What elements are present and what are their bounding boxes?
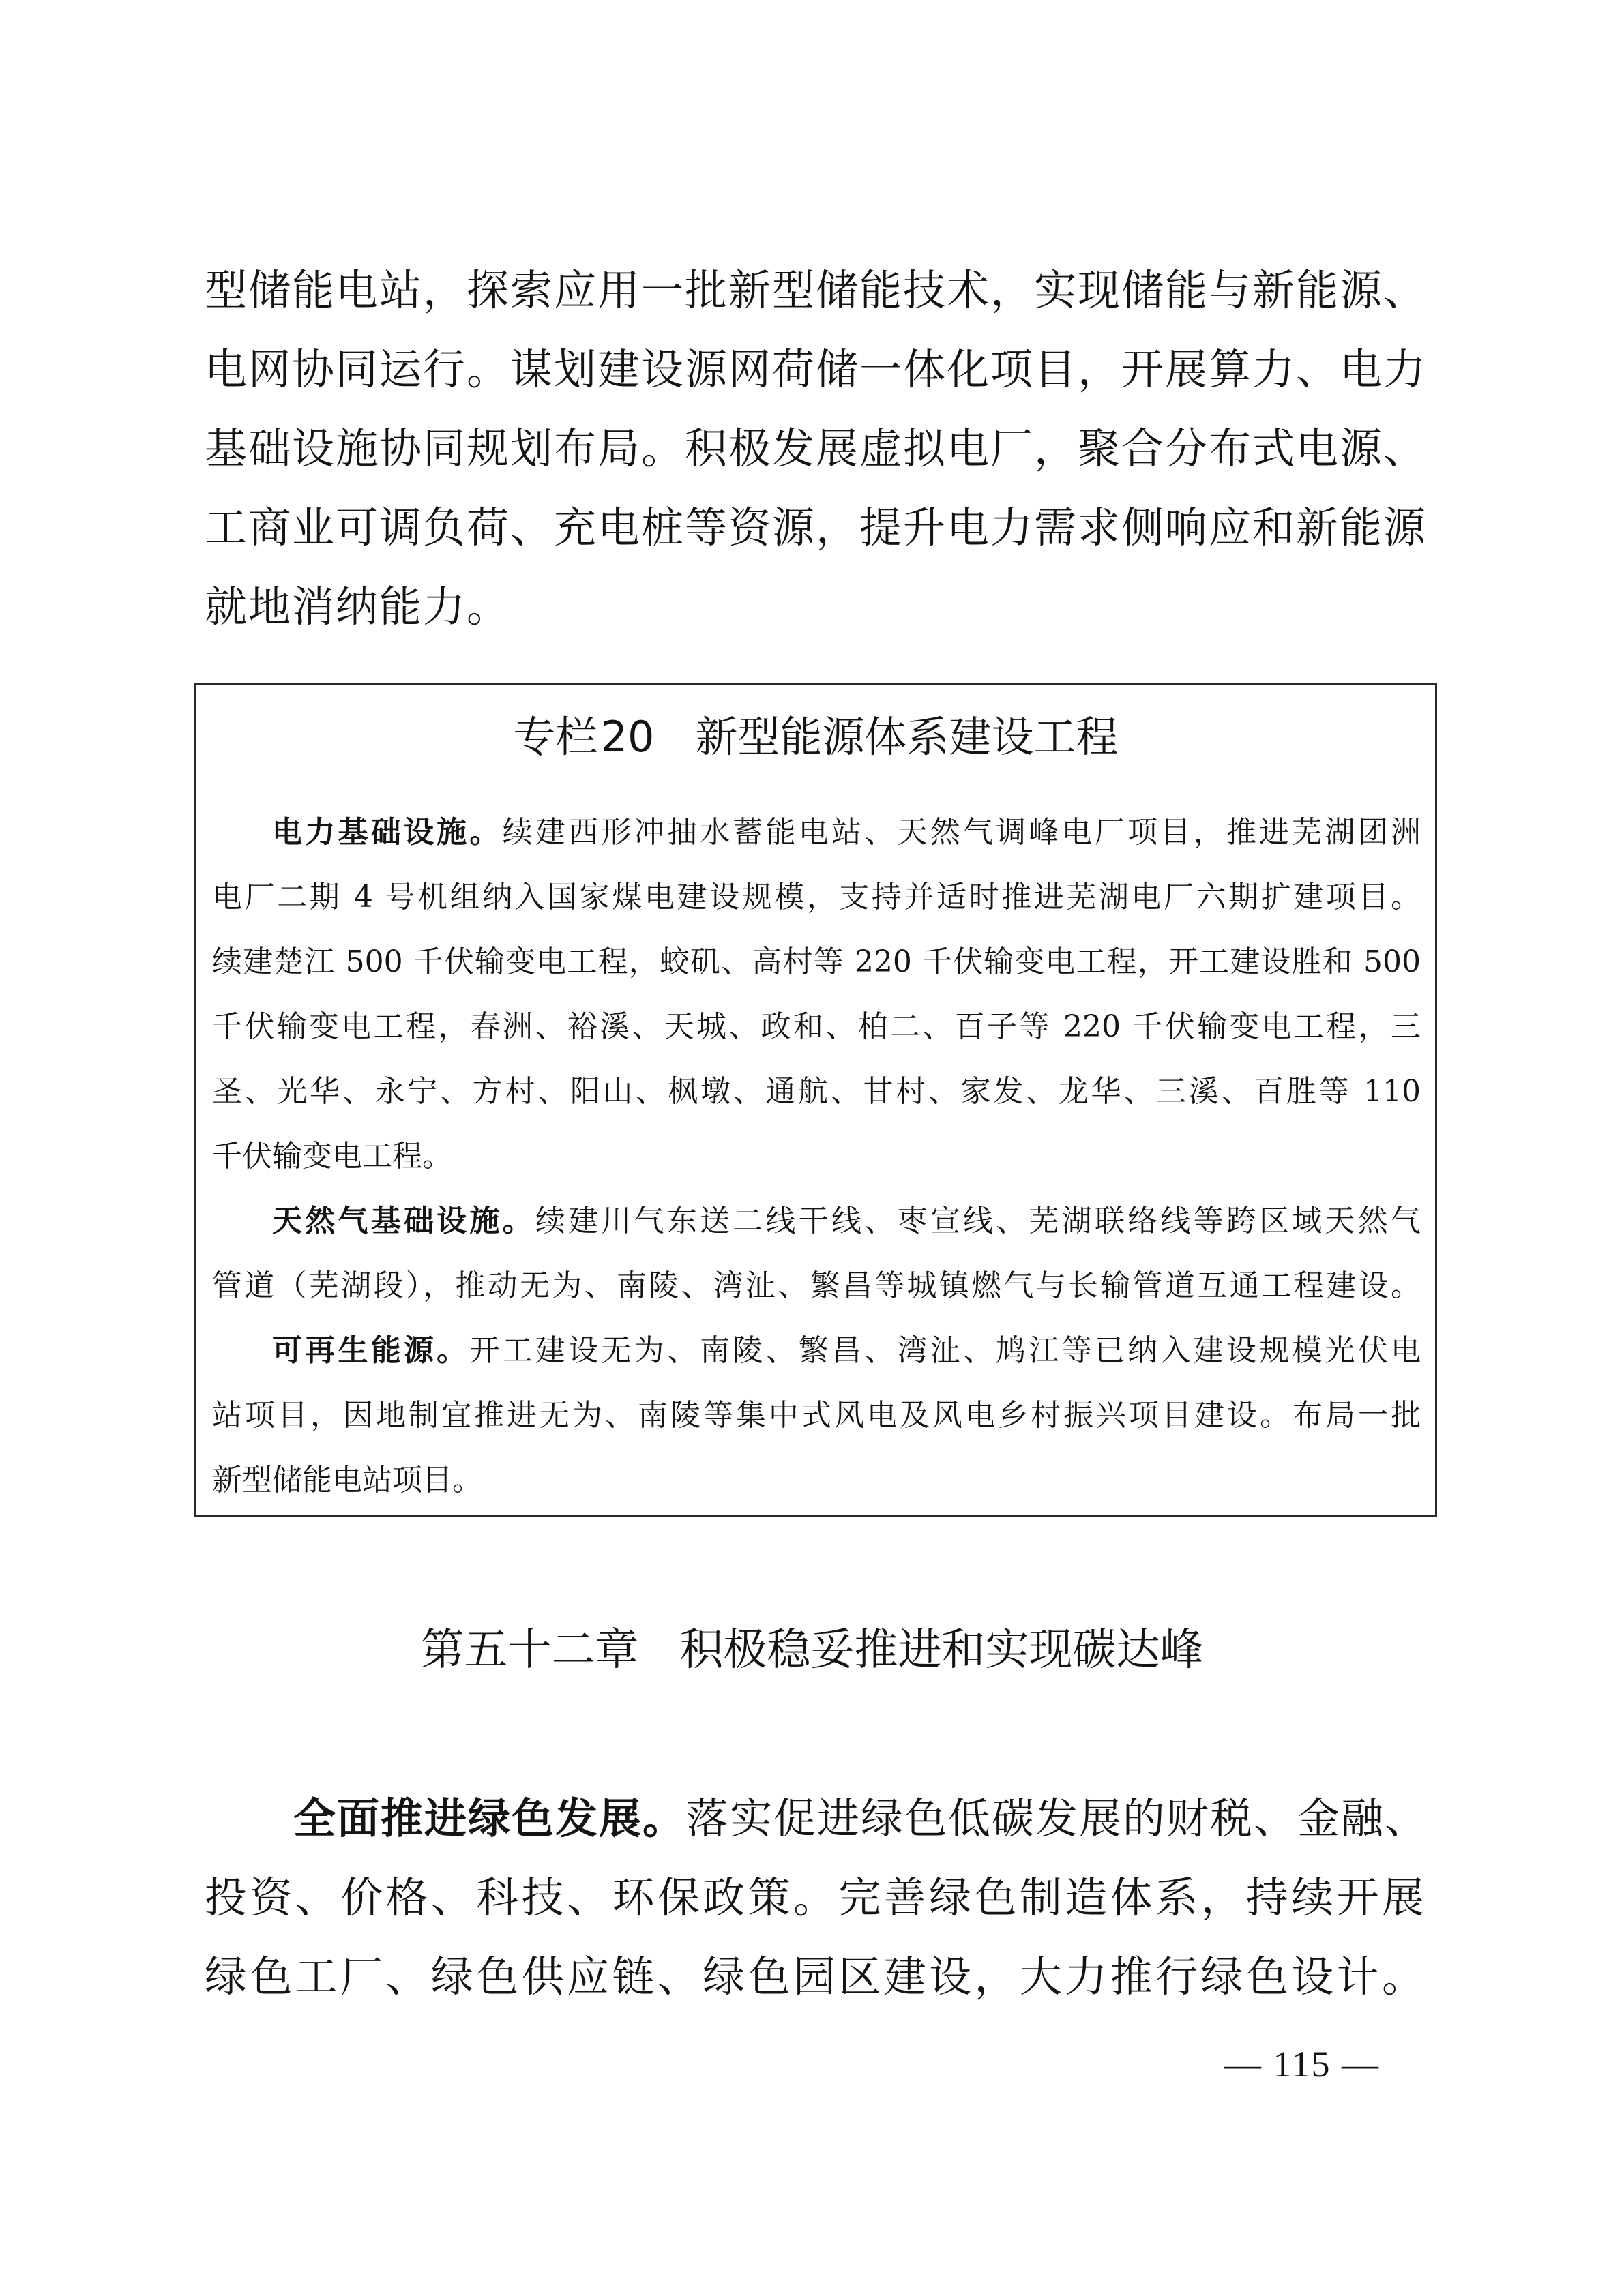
section-heading: 可再生能源。 [272, 1333, 470, 1368]
box-line [212, 800, 1421, 865]
section-heading: 电力基础设施。 [272, 815, 503, 850]
chapter-title: 积极稳妥推进和实现碳达峰 [679, 1625, 1204, 1675]
paragraph-line: 就地消纳能力。 [205, 582, 511, 631]
box-line: 圣、光华、永宁、方村、阳山、枫墩、通航、甘村、家发、龙华、三溪、百胜等 110 [212, 1074, 1421, 1109]
box-line: 千伏输变电工程。 [212, 1139, 452, 1174]
section-text: 续建川气东送二线干线、枣宣线、芜湖联络线等跨区域天然气 [535, 1204, 1421, 1238]
paragraph-line [205, 1779, 1429, 1858]
box-line: 电厂二期 4 号机组纳入国家煤电建设规模，支持并适时推进芜湖电厂六期扩建项目。 [212, 880, 1421, 914]
box-title-text: 新型能源体系建设工程 [695, 712, 1119, 762]
top-paragraph [205, 251, 1426, 646]
paragraph-line: 绿色工厂、绿色供应链、绿色园区建设，大力推行绿色设计。 [205, 1952, 1426, 2001]
paragraph-text: 落实促进绿色低碳发展的财税、金融、 [686, 1793, 1429, 1843]
section-heading: 天然气基础设施。 [272, 1204, 535, 1238]
box-line [212, 1318, 1421, 1383]
box-line: 续建楚江 500 千伏输变电工程，蛟矶、高村等 220 千伏输变电工程，开工建设胜和 500 [212, 944, 1421, 979]
box-line [212, 1189, 1421, 1253]
box-line: 站项目，因地制宜推进无为、南陵等集中式风电及风电乡村振兴项目建设。布局一批 [212, 1398, 1421, 1433]
box-title-number: 20 [600, 712, 655, 762]
box-line: 新型储能电站项目。 [212, 1463, 482, 1497]
bottom-paragraph [205, 1779, 1429, 2016]
paragraph-line: 电网协同运行。谋划建设源网荷储一体化项目，开展算力、电力 [205, 344, 1428, 394]
section-text: 开工建设无为、南陵、繁昌、湾沚、鸠江等已纳入建设规模光伏电 [469, 1333, 1421, 1368]
special-column-box [194, 683, 1437, 1517]
paragraph-line: 投资、价格、科技、环保政策。完善绿色制造体系，持续开展 [205, 1873, 1426, 1922]
paragraph-line: 工商业可调负荷、充电桩等资源，提升电力需求侧响应和新能源 [205, 503, 1428, 552]
chapter-number: 第五十二章 [420, 1625, 639, 1675]
chapter-heading [0, 1616, 1624, 1684]
paragraph-line: 基础设施协同规划布局。积极发展虚拟电厂，聚合分布式电源、 [205, 423, 1428, 473]
box-title-prefix: 专栏 [513, 712, 598, 762]
box-title [196, 710, 1435, 764]
page-number: — 115 — [1224, 2044, 1380, 2085]
paragraph-heading: 全面推进绿色发展。 [293, 1793, 687, 1843]
paragraph-line: 型储能电站，探索应用一批新型储能技术，实现储能与新能源、 [205, 265, 1428, 315]
box-body [212, 800, 1421, 1512]
section-text: 续建西形冲抽水蓄能电站、天然气调峰电厂项目，推进芜湖团洲 [502, 815, 1421, 850]
box-line: 管道（芜湖段），推动无为、南陵、湾沚、繁昌等城镇燃气与长输管道互通工程建设。 [212, 1268, 1421, 1303]
box-line: 千伏输变电工程，春洲、裕溪、天城、政和、柏二、百子等 220 千伏输变电工程，三 [212, 1009, 1421, 1044]
